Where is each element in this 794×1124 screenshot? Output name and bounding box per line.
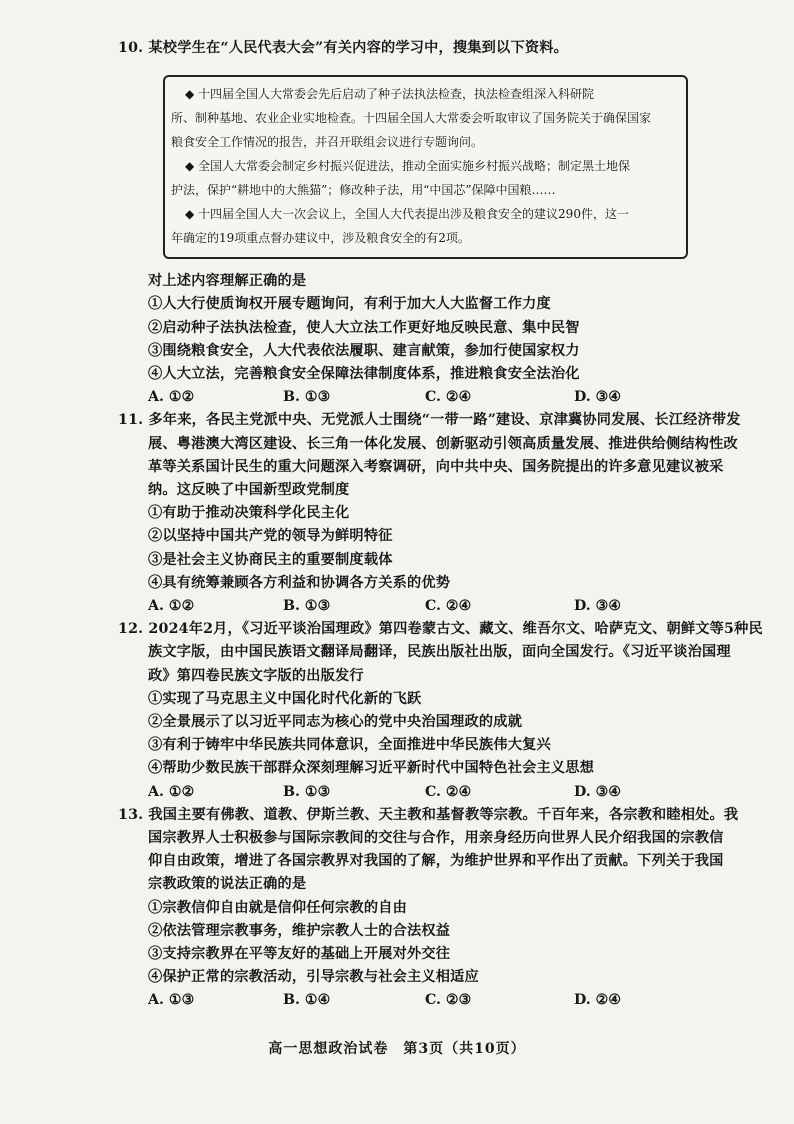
q10-option-c: C. ②④ [425,389,472,406]
q11-stem: 展、粤港澳大湾区建设、长三角一体化发展、创新驱动引领高质量发展、推进供给侧结构性改 [148,435,738,452]
q11-option-c: C. ②④ [425,598,472,614]
page-footer: 高一思想政治试卷 第3页（共10页） [268,1040,526,1057]
q13-option-b: B. ①④ [283,992,331,1009]
q12-item: ③有利于铸牢中华民族共同体意识，全面推进中华民族伟大复兴 [148,737,551,754]
q10-option-b: B. ①③ [283,389,331,406]
box-line: 所、制种基地、农业企业实地检查。十四届全国人大常委会听取审议了国务院关于确保国家 [171,111,652,126]
q10-item: ①人大行使质询权开展专题询问，有利于加大人大监督工作力度 [148,296,551,313]
q10-item: ③围绕粮食安全，人大代表依法履职、建言献策，参加行使国家权力 [148,342,580,359]
q13-option-a: A. ①③ [148,992,195,1009]
q10-item: ②启动种子法执法检查，使人大立法工作更好地反映民意、集中民智 [148,319,580,336]
q10-material-box [163,75,688,259]
q13-stem: 国宗教界人士积极参与国际宗教间的交往与合作，用亲身经历向世界人民介绍我国的宗教信 [148,830,724,846]
q11-stem: 纳。这反映了中国新型政党制度 [148,482,350,498]
q11-stem: 革等关系国计民生的重大问题深入考察调研，向中共中央、国务院提出的许多意见建议被采 [148,458,724,475]
q12-stem: 族文字版，由中国民族语文翻译局翻译，民族出版社出版，面向全国发行。《习近平谈治国理 [148,644,731,661]
q13-item: ①宗教信仰自由就是信仰任何宗教的自由 [148,899,407,916]
q10-question: 对上述内容理解正确的是 [148,273,307,290]
q12-stem: 12. 2024年2月，《习近平谈治国理政》第四卷蒙古文、藏文、维吾尔文、哈萨克文、朝鲜文等5种民 [118,621,763,638]
q11-item: ①有助于推动决策科学化民主化 [148,505,350,522]
q12-item: ①实现了马克思主义中国化时代化新的飞跃 [148,690,422,707]
q13-item: ④保护正常的宗教活动，引导宗教与社会主义相适应 [148,969,479,986]
q13-item: ②依法管理宗教事务，维护宗教人士的合法权益 [148,922,451,939]
q13-stem: 仰自由政策，增进了各国宗教界对我国的了解，为维护世界和平作出了贡献。下列关于我国 [148,853,724,870]
q11-option-d: D. ③④ [574,598,622,614]
q11-option-b: B. ①③ [283,598,331,614]
q10-option-a: A. ①② [148,389,195,406]
box-line: 护法，保护“耕地中的大熊猫”；修改种子法，用“中国芯”保障中国粮…… [171,183,556,198]
q13-stem: 13. 我国主要有佛教、道教、伊斯兰教、天主教和基督教等宗教。千百年来，各宗教和睦相处。我 [118,806,739,823]
q11-item: ②以坚持中国共产党的领导为鲜明特征 [148,528,393,545]
q12-item: ④帮助少数民族干部群众深刻理解习近平新时代中国特色社会主义思想 [148,760,595,777]
q11-item: ④具有统筹兼顾各方利益和协调各方关系的优势 [148,574,451,591]
q10-stem: 10. 某校学生在“人民代表大会”有关内容的学习中，搜集到以下资料。 [118,40,568,56]
q13-stem: 宗教政策的说法正确的是 [148,876,307,893]
q11-stem: 11. 多年来，各民主党派中央、无党派人士围绕“一带一路”建设、京津冀协同发展、长江经济带发 [118,412,741,429]
q12-option-b: B. ①③ [283,783,331,800]
q10-item: ④人大立法，完善粮食安全保障法律制度体系，推进粮食安全法治化 [148,366,580,382]
q12-option-c: C. ②④ [425,783,472,800]
q13-item: ③支持宗教界在平等友好的基础上开展对外交往 [148,946,451,962]
q11-item: ③是社会主义协商民主的重要制度载体 [148,551,393,568]
box-line: 粮食安全工作情况的报告，并召开联组会议进行专题询问。 [171,135,484,150]
q11-option-a: A. ①② [148,598,195,614]
box-line: 年确定的19项重点督办建议中，涉及粮食安全的有2项。 [171,231,470,246]
q13-option-c: C. ②③ [425,992,472,1009]
q13-option-d: D. ②④ [574,992,622,1009]
q12-item: ②全景展示了以习近平同志为核心的党中央治国理政的成就 [148,714,523,730]
box-line: ◆ 全国人大常委会制定乡村振兴促进法，推动全面实施乡村振兴战略；制定黑土地保 [185,159,631,174]
q12-option-d: D. ③④ [574,783,622,800]
box-line: ◆ 十四届全国人大常委会先后启动了种子法执法检查，执法检查组深入科研院 [185,87,595,102]
box-line: ◆ 十四届全国人大一次会议上，全国人大代表提出涉及粮食安全的建议290件，这一 [185,207,629,222]
q10-option-d: D. ③④ [574,389,622,406]
q12-stem: 政》第四卷民族文字版的出版发行 [148,667,364,684]
q12-option-a: A. ①② [148,783,195,800]
